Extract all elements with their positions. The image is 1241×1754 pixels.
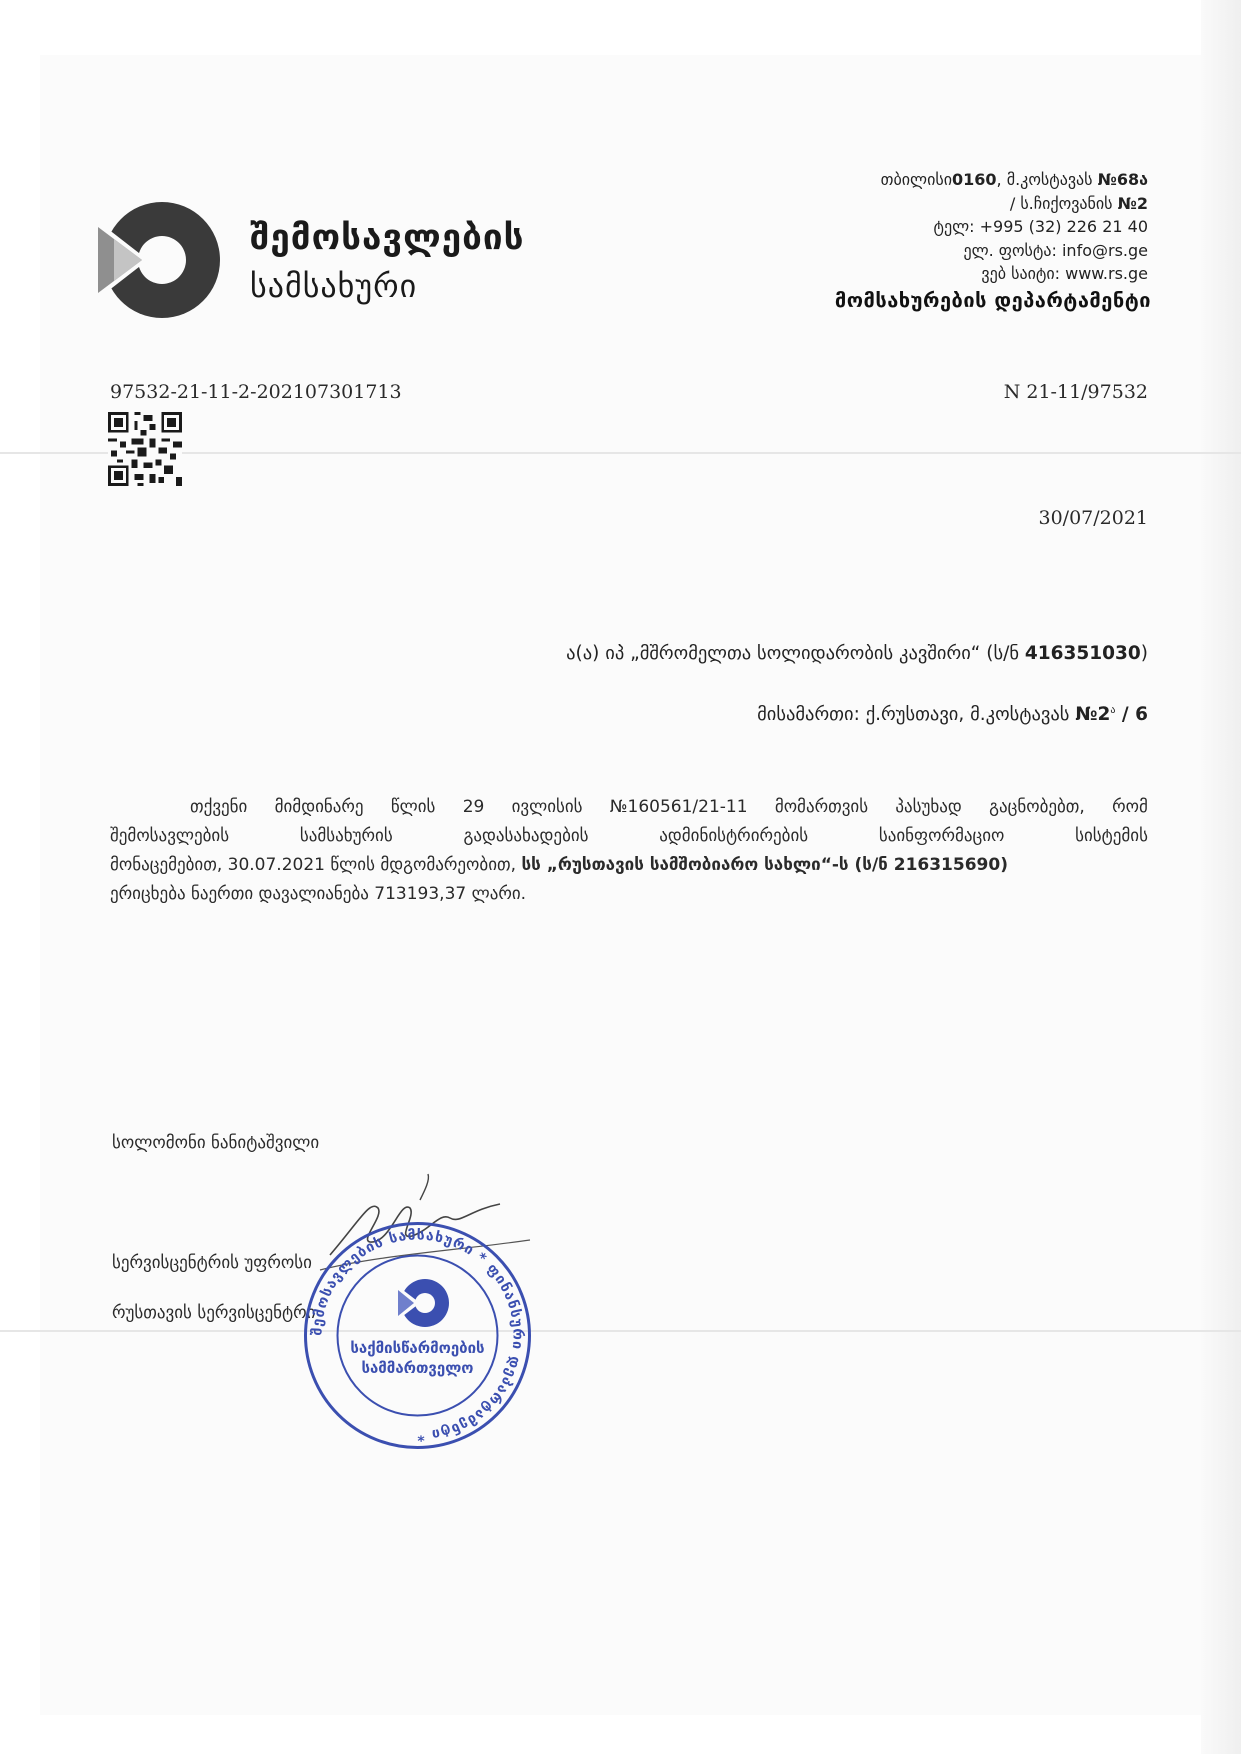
- email-line: [881, 239, 1148, 263]
- word: მომართვის: [774, 797, 869, 817]
- word: სამსახურის: [299, 826, 393, 846]
- stamp-inner-line-2: სამმართველო: [361, 1359, 474, 1377]
- document-date: 30/07/2021: [1038, 507, 1148, 529]
- paper-fold-line: [0, 1330, 1241, 1332]
- address-number: №2: [1075, 704, 1111, 725]
- signatory-position: სერვისცენტრის უფროსი: [112, 1253, 312, 1273]
- recipient-id-close: ): [1140, 643, 1148, 664]
- word: ადმინისტრირების: [659, 826, 809, 846]
- city-text: თბილისი: [880, 170, 952, 189]
- word: მიმდინარე: [274, 797, 364, 817]
- word: რომ: [1112, 797, 1148, 817]
- recipient-id-value: 416351030: [1024, 643, 1141, 664]
- street-text: / ს.ჩიქოვანის: [1009, 193, 1118, 213]
- paper-fold-line: [0, 452, 1241, 454]
- document-code: 97532-21-11-2-202107301713: [110, 381, 402, 403]
- body-line-1: [110, 793, 1148, 822]
- word: თქვენი: [190, 797, 248, 817]
- stamp-outer-text: შემოსავლების სამსახური * ფინანსური დეპარტამენტი *: [309, 1227, 526, 1444]
- address-value: ქ.რუსთავი, მ.კოსტავას: [865, 704, 1076, 725]
- signatory-service-center: რუსთავის სერვისცენტრი: [112, 1303, 316, 1323]
- recipient-id-label: (ს/ნ: [980, 643, 1025, 664]
- body-line-2: [110, 822, 1148, 851]
- recipient-name: „მშრომელთა სოლიდარობის კავშირი“: [630, 643, 981, 664]
- scan-edge-shadow: [1201, 0, 1241, 1754]
- recipient-line: [566, 643, 1148, 664]
- word: საინფორმაციო: [878, 826, 1005, 846]
- logo-subtitle: სამსახური: [250, 267, 418, 305]
- word: პასუხად: [895, 797, 962, 817]
- web-label: ვებ საიტი:: [981, 264, 1061, 283]
- stamp-inner-line-1: საქმისწარმოების: [350, 1339, 485, 1357]
- web-value: www.rs.ge: [1065, 264, 1148, 283]
- letter-body: [110, 793, 1148, 909]
- street-text: , მ.კოსტავას: [996, 170, 1098, 189]
- email-value: info@rs.ge: [1061, 240, 1148, 260]
- document-number: N 21-11/97532: [1003, 381, 1148, 403]
- web-line: [881, 262, 1148, 286]
- body-line-4: ერიცხება ნაერთი დავალიანება 713193,37 ლარი.: [110, 884, 527, 904]
- recipient-prefix: ა(ა) იპ: [566, 643, 631, 664]
- word: №160561/21-11: [609, 797, 748, 817]
- phone-value: +995 (32) 226 21 40: [979, 217, 1148, 236]
- body-line-3: [110, 851, 1148, 880]
- stamp-logo-icon: [395, 1279, 449, 1327]
- qr-code-icon: [108, 412, 182, 486]
- signatory-name: სოლომონი ნანიტაშვილი: [112, 1133, 320, 1153]
- address-line-2: [881, 192, 1148, 216]
- revenue-service-logo-icon: [90, 195, 220, 325]
- address-label: მისამართი:: [757, 704, 866, 725]
- address-tail: / 6: [1115, 704, 1148, 725]
- word: გადასახადების: [463, 826, 589, 846]
- address-line-1: [881, 168, 1148, 192]
- svg-text:შემოსავლების სამსახური * ფინან: [309, 1227, 525, 1443]
- word: გაცნობებთ,: [989, 797, 1085, 817]
- email-label: ელ. ფოსტა:: [963, 240, 1057, 260]
- address-superscript: ა: [1110, 704, 1116, 716]
- word: 29: [462, 797, 485, 817]
- official-stamp: [300, 1218, 535, 1453]
- street-number: №68ა: [1097, 170, 1148, 189]
- phone-line: [881, 215, 1148, 239]
- word: წლის: [390, 797, 436, 817]
- phone-label: ტელ:: [933, 217, 975, 236]
- recipient-address: [757, 704, 1148, 725]
- body-line-3-start: მონაცემებით, 30.07.2021 წლის მდგომარეობით,: [110, 855, 522, 875]
- word: ივლისის: [511, 797, 583, 817]
- street-number: №2: [1117, 193, 1148, 213]
- department-name: მომსახურების დეპარტამენტი: [834, 288, 1151, 312]
- word: სისტემის: [1075, 826, 1148, 846]
- company-name: სს „რუსთავის სამშობიარო სახლი“-ს (ს/ნ 216315690): [521, 855, 1008, 875]
- postal-code: 0160: [952, 170, 997, 189]
- contact-block: [881, 168, 1148, 286]
- word: შემოსავლების: [110, 826, 230, 846]
- logo-title: შემოსავლების: [250, 218, 525, 258]
